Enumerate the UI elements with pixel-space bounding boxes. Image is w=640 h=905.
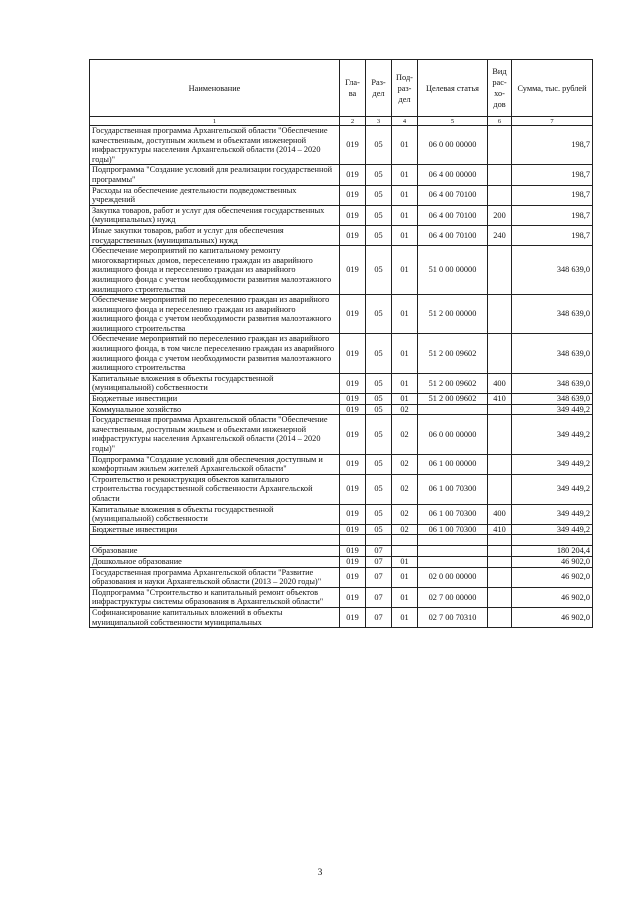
col-header-name: Наименование	[90, 60, 340, 117]
row-vid-cell	[488, 185, 512, 205]
row-vid-cell	[488, 165, 512, 185]
row-name-cell: Бюджетные инвестиции	[90, 524, 340, 535]
row-summa-cell: 348 639,0	[512, 334, 593, 373]
row-vid-cell	[488, 126, 512, 165]
row-razdel-cell: 05	[366, 205, 392, 225]
table-row	[90, 185, 593, 205]
row-glava-cell: 019	[340, 474, 366, 504]
row-razdel-cell: 05	[366, 165, 392, 185]
row-vid-cell: 400	[488, 373, 512, 393]
table-row	[90, 474, 593, 504]
row-razdel-cell: 05	[366, 295, 392, 334]
row-celevaya-cell: 51 2 00 09602	[418, 394, 488, 405]
row-name-cell: Государственная программа Архангельской области "Развитие образования и науки Архангельской области (2013 – 2020 годы)"	[90, 567, 340, 587]
table-row	[90, 404, 593, 415]
row-glava-cell: 019	[340, 587, 366, 607]
col-header-glava: Гла- ва	[340, 60, 366, 117]
row-celevaya-cell: 51 0 00 00000	[418, 246, 488, 295]
row-razdel-cell: 05	[366, 404, 392, 415]
row-celevaya-cell: 06 1 00 70300	[418, 474, 488, 504]
row-celevaya-cell: 06 1 00 70300	[418, 504, 488, 524]
row-razdel-cell: 05	[366, 225, 392, 245]
row-name-cell: Подпрограмма "Создание условий для обеспечения доступным и комфортным жильем жителей Архангельской области"	[90, 454, 340, 474]
column-number-row	[90, 117, 593, 126]
row-vid-cell: 400	[488, 504, 512, 524]
table-row	[90, 607, 593, 627]
row-name-cell: Закупка товаров, работ и услуг для обеспечения государственных (муниципальных) нужд	[90, 205, 340, 225]
table-row	[90, 524, 593, 535]
row-glava-cell: 019	[340, 524, 366, 535]
row-glava-cell: 019	[340, 454, 366, 474]
row-podrazdel-cell: 01	[392, 205, 418, 225]
row-vid-cell	[488, 474, 512, 504]
row-celevaya-cell: 06 1 00 00000	[418, 454, 488, 474]
row-glava-cell: 019	[340, 246, 366, 295]
row-summa-cell: 349 449,2	[512, 504, 593, 524]
row-vid-cell	[488, 246, 512, 295]
row-vid-cell: 410	[488, 524, 512, 535]
row-podrazdel-cell: 02	[392, 415, 418, 454]
row-celevaya-cell: 51 2 00 09602	[418, 334, 488, 373]
row-glava-cell: 019	[340, 334, 366, 373]
table-row	[90, 535, 593, 546]
row-vid-cell	[488, 415, 512, 454]
row-glava-cell: 019	[340, 404, 366, 415]
row-celevaya-cell: 02 7 00 70310	[418, 607, 488, 627]
row-glava-cell: 019	[340, 546, 366, 557]
table-row	[90, 246, 593, 295]
row-summa-cell: 349 449,2	[512, 404, 593, 415]
row-vid-cell	[488, 295, 512, 334]
row-celevaya-cell: 02 7 00 00000	[418, 587, 488, 607]
col-number: 7	[512, 117, 593, 126]
row-podrazdel-cell: 01	[392, 373, 418, 393]
table-row	[90, 504, 593, 524]
row-celevaya-cell	[418, 546, 488, 557]
row-summa-cell: 348 639,0	[512, 394, 593, 405]
row-summa-cell: 198,7	[512, 126, 593, 165]
row-name-cell: Расходы на обеспечение деятельности подведомственных учреждений	[90, 185, 340, 205]
header-row	[90, 60, 593, 117]
row-glava-cell: 019	[340, 567, 366, 587]
row-name-cell: Коммунальное хозяйство	[90, 404, 340, 415]
row-name-cell: Капитальные вложения в объекты государственной (муниципальной) собственности	[90, 504, 340, 524]
row-podrazdel-cell: 01	[392, 246, 418, 295]
table-row	[90, 454, 593, 474]
row-name-cell: Подпрограмма "Создание условий для реализации государственной программы"	[90, 165, 340, 185]
row-podrazdel-cell: 01	[392, 185, 418, 205]
row-glava-cell: 019	[340, 607, 366, 627]
row-name-cell: Подпрограмма "Строительство и капитальный ремонт объектов инфраструктуры системы образования в Архангельской области"	[90, 587, 340, 607]
row-podrazdel-cell: 02	[392, 474, 418, 504]
row-summa-cell: 46 902,0	[512, 567, 593, 587]
row-name-cell	[90, 535, 340, 546]
row-glava-cell: 019	[340, 415, 366, 454]
row-podrazdel-cell	[392, 535, 418, 546]
row-glava-cell: 019	[340, 504, 366, 524]
row-vid-cell: 240	[488, 225, 512, 245]
row-podrazdel-cell: 01	[392, 165, 418, 185]
table-row	[90, 165, 593, 185]
row-razdel-cell: 07	[366, 567, 392, 587]
row-razdel-cell: 07	[366, 607, 392, 627]
row-celevaya-cell: 06 4 00 70100	[418, 225, 488, 245]
row-podrazdel-cell: 01	[392, 126, 418, 165]
row-podrazdel-cell: 01	[392, 587, 418, 607]
row-razdel-cell	[366, 535, 392, 546]
row-razdel-cell: 05	[366, 454, 392, 474]
row-podrazdel-cell: 01	[392, 556, 418, 567]
row-summa-cell	[512, 535, 593, 546]
row-podrazdel-cell: 01	[392, 567, 418, 587]
table-row	[90, 205, 593, 225]
row-summa-cell: 180 204,4	[512, 546, 593, 557]
table-row	[90, 126, 593, 165]
row-name-cell: Софинансирование капитальных вложений в объекты муниципальной собственности муниципальных	[90, 607, 340, 627]
row-vid-cell	[488, 535, 512, 546]
row-glava-cell: 019	[340, 225, 366, 245]
row-name-cell: Бюджетные инвестиции	[90, 394, 340, 405]
row-razdel-cell: 07	[366, 556, 392, 567]
col-number: 4	[392, 117, 418, 126]
row-podrazdel-cell: 02	[392, 454, 418, 474]
col-header-celevaya: Целевая статья	[418, 60, 488, 117]
row-summa-cell: 46 902,0	[512, 556, 593, 567]
col-number: 3	[366, 117, 392, 126]
row-podrazdel-cell: 01	[392, 225, 418, 245]
row-razdel-cell: 07	[366, 587, 392, 607]
row-name-cell: Государственная программа Архангельской области "Обеспечение качественным, доступным жильем и объектами инженерной инфраструктуры населения Архангельской области (2014 – 2020 годы)"	[90, 415, 340, 454]
budget-table	[89, 59, 593, 628]
row-vid-cell	[488, 404, 512, 415]
col-header-podrazdel: Под- раз- дел	[392, 60, 418, 117]
row-celevaya-cell	[418, 556, 488, 567]
row-name-cell: Государственная программа Архангельской области "Обеспечение качественным, доступным жильем и объектами инженерной инфраструктуры населения Архангельской области (2014 – 2020 годы)"	[90, 126, 340, 165]
row-vid-cell: 410	[488, 394, 512, 405]
row-celevaya-cell: 06 0 00 00000	[418, 126, 488, 165]
row-celevaya-cell: 06 4 00 00000	[418, 165, 488, 185]
row-razdel-cell: 05	[366, 415, 392, 454]
row-name-cell: Капитальные вложения в объекты государственной (муниципальной) собственности	[90, 373, 340, 393]
row-glava-cell: 019	[340, 185, 366, 205]
row-celevaya-cell: 06 4 00 70100	[418, 205, 488, 225]
row-razdel-cell: 05	[366, 246, 392, 295]
row-razdel-cell: 05	[366, 126, 392, 165]
row-glava-cell: 019	[340, 165, 366, 185]
row-vid-cell: 200	[488, 205, 512, 225]
col-header-razdel: Раз- дел	[366, 60, 392, 117]
row-glava-cell: 019	[340, 205, 366, 225]
table-row	[90, 587, 593, 607]
row-razdel-cell: 05	[366, 185, 392, 205]
row-razdel-cell: 05	[366, 373, 392, 393]
row-glava-cell: 019	[340, 556, 366, 567]
row-glava-cell: 019	[340, 295, 366, 334]
table-row	[90, 567, 593, 587]
row-podrazdel-cell	[392, 546, 418, 557]
row-glava-cell: 019	[340, 394, 366, 405]
table-row	[90, 546, 593, 557]
table-body	[90, 126, 593, 628]
page-number: 3	[317, 868, 323, 878]
row-razdel-cell: 05	[366, 524, 392, 535]
row-summa-cell: 198,7	[512, 225, 593, 245]
row-celevaya-cell	[418, 535, 488, 546]
row-vid-cell	[488, 546, 512, 557]
row-glava-cell	[340, 535, 366, 546]
row-razdel-cell: 05	[366, 474, 392, 504]
row-summa-cell: 348 639,0	[512, 295, 593, 334]
row-podrazdel-cell: 01	[392, 607, 418, 627]
row-vid-cell	[488, 587, 512, 607]
table-row	[90, 334, 593, 373]
col-header-vid: Вид рас- хо- дов	[488, 60, 512, 117]
col-header-summa: Сумма, тыс. рублей	[512, 60, 593, 117]
row-name-cell: Обеспечение мероприятий по капитальному ремонту многоквартирных домов, переселению граждан из аварийного жилищного фонда и переселению граждан из аварийного жилищного фонда с учетом необходимости развития малоэтажного жилищного строительства	[90, 246, 340, 295]
row-summa-cell: 349 449,2	[512, 415, 593, 454]
row-name-cell: Строительство и реконструкция объектов капитального строительства государственной собственности Архангельской области	[90, 474, 340, 504]
row-summa-cell: 349 449,2	[512, 474, 593, 504]
row-podrazdel-cell: 02	[392, 404, 418, 415]
col-number: 2	[340, 117, 366, 126]
row-summa-cell: 198,7	[512, 165, 593, 185]
row-glava-cell: 019	[340, 373, 366, 393]
row-summa-cell: 348 639,0	[512, 373, 593, 393]
row-summa-cell: 348 639,0	[512, 246, 593, 295]
row-vid-cell	[488, 607, 512, 627]
table-row	[90, 556, 593, 567]
row-celevaya-cell: 51 2 00 00000	[418, 295, 488, 334]
table-row	[90, 394, 593, 405]
row-razdel-cell: 05	[366, 334, 392, 373]
col-number: 5	[418, 117, 488, 126]
row-celevaya-cell: 51 2 00 09602	[418, 373, 488, 393]
row-podrazdel-cell: 01	[392, 295, 418, 334]
row-name-cell: Обеспечение мероприятий по переселению граждан из аварийного жилищного фонда, в том числе переселению граждан из аварийного жилищного фонда с учетом необходимости развития малоэтажного жилищного строительства	[90, 334, 340, 373]
row-celevaya-cell: 06 0 00 00000	[418, 415, 488, 454]
table-row	[90, 295, 593, 334]
row-summa-cell: 46 902,0	[512, 587, 593, 607]
row-vid-cell	[488, 454, 512, 474]
row-podrazdel-cell: 01	[392, 394, 418, 405]
col-number: 6	[488, 117, 512, 126]
row-celevaya-cell	[418, 404, 488, 415]
row-summa-cell: 198,7	[512, 205, 593, 225]
row-razdel-cell: 07	[366, 546, 392, 557]
row-razdel-cell: 05	[366, 504, 392, 524]
row-vid-cell	[488, 567, 512, 587]
table-row	[90, 415, 593, 454]
row-vid-cell	[488, 334, 512, 373]
row-summa-cell: 46 902,0	[512, 607, 593, 627]
row-celevaya-cell: 02 0 00 00000	[418, 567, 488, 587]
col-number: 1	[90, 117, 340, 126]
row-razdel-cell: 05	[366, 394, 392, 405]
table-row	[90, 373, 593, 393]
row-summa-cell: 198,7	[512, 185, 593, 205]
row-podrazdel-cell: 02	[392, 524, 418, 535]
row-name-cell: Иные закупки товаров, работ и услуг для обеспечения государственных (муниципальных) нужд	[90, 225, 340, 245]
row-summa-cell: 349 449,2	[512, 524, 593, 535]
row-name-cell: Образование	[90, 546, 340, 557]
row-podrazdel-cell: 02	[392, 504, 418, 524]
row-celevaya-cell: 06 4 00 70100	[418, 185, 488, 205]
table-row	[90, 225, 593, 245]
row-podrazdel-cell: 01	[392, 334, 418, 373]
row-name-cell: Дошкольное образование	[90, 556, 340, 567]
row-celevaya-cell: 06 1 00 70300	[418, 524, 488, 535]
row-vid-cell	[488, 556, 512, 567]
row-name-cell: Обеспечение мероприятий по переселению граждан из аварийного жилищного фонда и переселению граждан из аварийного жилищного фонда с учетом необходимости развития малоэтажного жилищного строительства	[90, 295, 340, 334]
row-glava-cell: 019	[340, 126, 366, 165]
row-summa-cell: 349 449,2	[512, 454, 593, 474]
